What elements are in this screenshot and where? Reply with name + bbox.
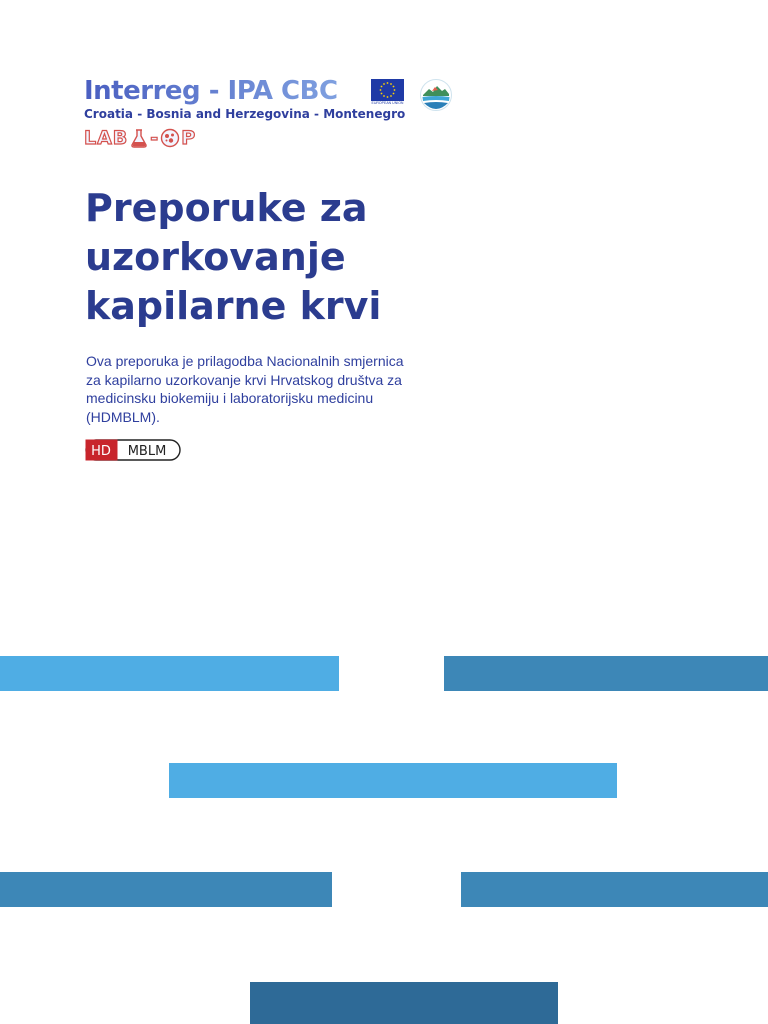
title-line: uzorkovanje — [85, 235, 346, 279]
hdmblm-logo — [85, 439, 181, 461]
region-subtitle: Croatia - Bosnia and Herzegovina - Montenegro — [84, 107, 406, 121]
document-description: Ova preporuka je prilagodba Nacionalnih smjernica za kapilarno uzorkovanje krvi Hrvatskog društva za medicinsku biokemiju i laboratorijsku medicinu (HDMBLM). — [86, 353, 404, 425]
eu-caption: EUROPEAN UNION — [371, 101, 404, 105]
petri-dish-icon — [160, 128, 180, 148]
program-name: Interreg - IPA CBC — [84, 76, 338, 106]
decor-bar — [0, 656, 339, 691]
project-logo — [84, 127, 405, 149]
decor-bar — [461, 872, 768, 907]
document-title — [85, 184, 505, 331]
decor-bar — [250, 982, 558, 1024]
title-line: kapilarne krvi — [85, 284, 382, 328]
project-logo-left: LAB — [84, 127, 129, 149]
hdmblm-logo-right: MBLM — [127, 444, 167, 459]
project-logo-dash: - — [150, 127, 160, 149]
project-logo-right: P — [181, 127, 197, 149]
header-logos — [84, 76, 405, 149]
flask-icon — [129, 128, 149, 148]
hdmblm-logo-left: HD — [91, 444, 111, 459]
decor-bar — [444, 656, 768, 691]
eu-flag-icon — [371, 79, 404, 101]
decor-bar — [169, 763, 617, 798]
title-line: Preporuke za — [85, 186, 368, 230]
decor-bar — [0, 872, 332, 907]
programme-logo-icon — [420, 79, 452, 111]
